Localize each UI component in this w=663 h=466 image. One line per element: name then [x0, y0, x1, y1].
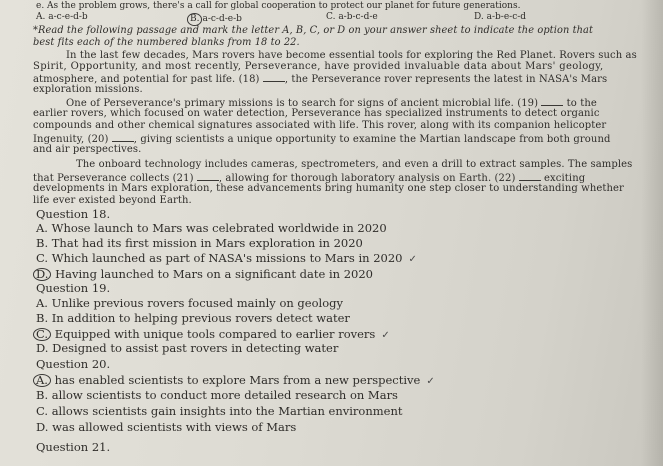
q18-option-c: C. Which launched as part of NASA's missions to Mars in 2020 ✓: [36, 251, 417, 265]
q18-option-d: D. Having launched to Mars on a significant date in 2020: [36, 268, 373, 281]
previous-item-line: e. As the problem grows, there's a call for global cooperation to protect our planet for future generations.: [36, 1, 521, 11]
q19-option-d: D. Designed to assist past rovers in detecting water: [36, 341, 339, 355]
q18-option-a: A. Whose launch to Mars was celebrated worldwide in 2020: [36, 221, 387, 235]
passage-p1-line-4: exploration missions.: [33, 84, 143, 95]
check-mark-icon: ✓: [381, 330, 390, 341]
passage-p2-line-5: and air perspectives.: [33, 144, 142, 155]
passage-p1-line-2: Spirit, Opportunity, and most recently, Perseverance, have provided invaluable data about Mars' geology,: [33, 61, 604, 72]
passage-p3-line-3: developments in Mars exploration, these advancements bring humanity one step closer to understanding whether: [33, 183, 624, 194]
order-option-d: D. a-b-e-c-d: [474, 12, 527, 22]
q20-option-c: C. allows scientists gain insights into the Martian environment: [36, 404, 403, 418]
order-option-c: C. a-b-c-d-e: [326, 12, 378, 22]
q19-option-c: C. Equipped with unique tools compared to earlier rovers ✓: [36, 328, 390, 341]
blank-22: [519, 172, 541, 181]
passage-p3-line-4: life ever existed beyond Earth.: [33, 195, 192, 206]
q20-option-d: D. was allowed scientists with views of Mars: [36, 420, 297, 434]
passage-p2-line-2: earlier rovers, which focused on water detection, Perseverance has specialized instruments to detect organic: [33, 108, 600, 119]
passage-p3-line-2: that Perseverance collects (21) , allowing for thorough laboratory analysis on Earth. (22) exciting: [33, 173, 586, 184]
passage-p2-line-1: One of Perseverance's primary missions is to search for signs of ancient microbial life. (19) to the: [66, 98, 597, 109]
page-edge-shadow: [641, 0, 663, 466]
passage-p2-line-3: compounds and other chemical signatures associated with life. This rover, along with its companion helicopter: [33, 120, 607, 131]
passage-p1-line-3: atmosphere, and potential for past life. (18) , the Perseverance rover represents the latest in NASA's Mars: [33, 74, 608, 85]
question-20-title: Question 20.: [36, 357, 111, 371]
blank-19: [541, 97, 563, 106]
blank-18: [263, 73, 285, 82]
instruction-line-1: *Read the following passage and mark the letter A, B, C, or D on your answer sheet to indicate the option that: [33, 25, 594, 36]
passage-p2-line-4: Ingenuity, (20) , giving scientists a unique opportunity to examine the Martian landscape from both ground: [33, 134, 611, 145]
instruction-line-2: best fits each of the numbered blanks from 18 to 22.: [33, 37, 300, 48]
question-21-title: Question 21.: [36, 440, 111, 454]
check-mark-icon: ✓: [408, 254, 417, 265]
passage-p1-line-1: In the last few decades, Mars rovers have become essential tools for exploring the Red Planet. Rovers such as: [66, 50, 637, 61]
check-mark-icon: ✓: [426, 376, 435, 387]
question-19-title: Question 19.: [36, 281, 111, 295]
q19-option-b: B. In addition to helping previous rovers detect water: [36, 311, 350, 325]
question-18-title: Question 18.: [36, 207, 111, 221]
blank-21: [197, 172, 219, 181]
q19-option-a: A. Unlike previous rovers focused mainly on geology: [36, 296, 343, 310]
q20-option-b: B. allow scientists to conduct more detailed research on Mars: [36, 388, 398, 402]
order-option-b: B. a-c-d-e-b: [190, 13, 242, 26]
order-option-a: A. a-c-e-d-b: [36, 12, 88, 22]
q18-option-b: B. That had its first mission in Mars exploration in 2020: [36, 236, 363, 250]
passage-p3-line-1: The onboard technology includes cameras, spectrometers, and even a drill to extract samples. The samples: [76, 159, 633, 170]
blank-20: [112, 133, 134, 142]
q20-option-a: A. has enabled scientists to explore Mars from a new perspective ✓: [36, 374, 435, 387]
